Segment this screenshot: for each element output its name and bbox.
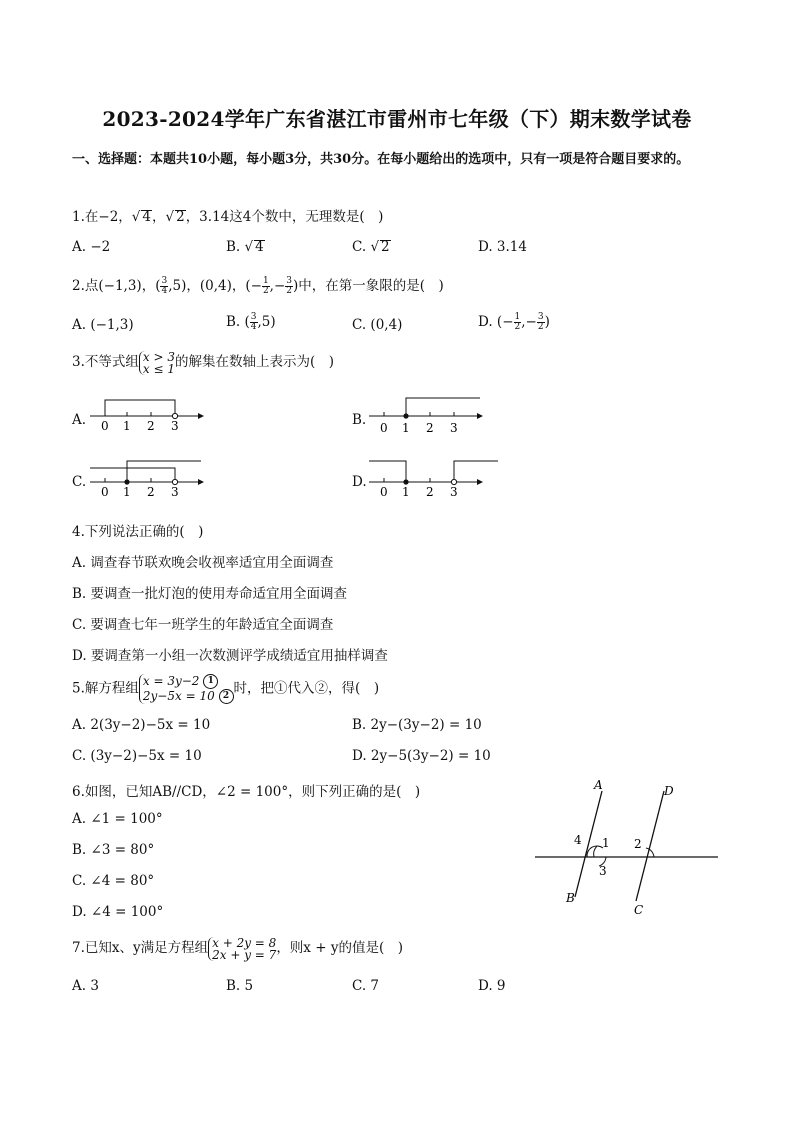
- q2-option-d-label: D. (−: [478, 314, 514, 330]
- label-c: C: [634, 903, 644, 917]
- sqrt-4: 4: [142, 209, 151, 225]
- tick-label: 2: [426, 421, 434, 435]
- fraction: $\frac{3}{2}$: [286, 276, 293, 296]
- q2-option-a[interactable]: A. (−1,3): [72, 317, 134, 333]
- question-1-stem: 1.在−2，√ 4，√ 2，3.14这4个数中，无理数是( ): [72, 209, 384, 225]
- question-3-stem: [72, 350, 334, 375]
- q3-option-c-label[interactable]: C.: [72, 474, 87, 490]
- question-7-stem: [72, 936, 403, 961]
- q3-number-line-a: [85, 392, 210, 437]
- question-2-stem: 2.点(−1,3)，( $\frac{3}{4}$ ,5)，(0,4)，(− $\frac{1}{2}$ ,− $\frac{3}{2}$ )中，在第一象限的是( ): [72, 276, 444, 296]
- tick-label: 3: [171, 485, 179, 499]
- tick-label: 2: [426, 485, 434, 499]
- q7-option-a[interactable]: A. 3: [72, 978, 99, 994]
- fraction: $\frac{3}{4}$: [161, 276, 168, 296]
- tick-label: 3: [450, 421, 458, 435]
- q2-option-b-label: B. (: [226, 314, 250, 330]
- q3-stem-part: 3.不等式组: [72, 354, 139, 370]
- page-title: 2023-2024学年广东省湛江市雷州市七年级（下）期末数学试卷: [102, 107, 692, 131]
- q7-stem-part: 7.已知x、y满足方程组: [72, 940, 209, 956]
- q3-stem-part: 的解集在数轴上表示为( ): [174, 354, 335, 370]
- q3-number-line-d: [364, 456, 504, 501]
- tick-label: 0: [380, 421, 388, 435]
- q6-option-c[interactable]: C. ∠4 = 80°: [72, 873, 155, 889]
- q1-option-b-label: B.: [226, 239, 245, 255]
- angle-2-label: 2: [634, 837, 642, 851]
- sqrt-2: 2: [176, 209, 185, 225]
- q5-option-d[interactable]: D. 2y−5(3y−2) = 10: [352, 748, 491, 764]
- fraction: $\frac{1}{2}$: [514, 312, 521, 332]
- question-5-stem: [72, 674, 379, 704]
- q4-option-b[interactable]: B. 要调查一批灯泡的使用寿命适宜用全面调查: [72, 586, 348, 602]
- tick-label: 1: [123, 485, 131, 499]
- q5-stem-part: 5.解方程组: [72, 680, 139, 697]
- tick-label: 2: [147, 419, 155, 433]
- q6-option-a[interactable]: A. ∠1 = 100°: [72, 811, 163, 827]
- q3-number-line-c: [85, 456, 210, 501]
- q1-stem-part: 1.在−2，: [72, 209, 132, 225]
- q3-option-b-label[interactable]: B.: [352, 412, 367, 428]
- angle-3-label: 3: [599, 864, 607, 878]
- q2-option-b-tail: ,5): [257, 314, 276, 330]
- label-b: B: [566, 891, 575, 905]
- q1-stem-part: ，3.14这4个数中，无理数是( ): [185, 209, 384, 225]
- q7-option-c[interactable]: C. 7: [352, 978, 380, 994]
- q2-option-c[interactable]: C. (0,4): [352, 317, 403, 333]
- fraction: $\frac{3}{4}$: [250, 312, 257, 332]
- q1-option-c-radicand: 2: [381, 239, 390, 255]
- angle-4-label: 4: [574, 833, 582, 847]
- equation-system: x + 2y = 8 2x + y = 7: [208, 937, 276, 961]
- q2-option-d-tail: ): [544, 314, 550, 330]
- circled-number: 1: [203, 674, 218, 689]
- q1-option-b-radicand: 4: [255, 239, 264, 255]
- q5-option-b[interactable]: B. 2y−(3y−2) = 10: [352, 717, 482, 733]
- q1-option-d[interactable]: D. 3.14: [478, 239, 527, 255]
- tick-label: 0: [380, 485, 388, 499]
- q2-option-d-sep: ,−: [521, 314, 537, 330]
- label-a: A: [594, 778, 603, 792]
- angle-1-label: 1: [602, 836, 610, 850]
- q1-option-b[interactable]: B. √ 4: [226, 239, 264, 255]
- q3-number-line-b: [364, 392, 489, 437]
- q5-option-c[interactable]: C. (3y−2)−5x = 10: [72, 748, 202, 764]
- q2-option-b[interactable]: [226, 313, 276, 332]
- tick-label: 2: [147, 485, 155, 499]
- q4-option-d[interactable]: D. 要调查第一小组一次数测评学成绩适宜用抽样调查: [72, 648, 388, 664]
- fraction: $\frac{1}{2}$: [262, 276, 269, 296]
- q7-stem-part: ，则x + y的值是( ): [276, 940, 403, 956]
- parallel-lines-figure: [530, 775, 730, 920]
- q7-option-d[interactable]: D. 9: [478, 978, 506, 994]
- section-heading: 一、选择题：本题共10小题，每小题3分，共30分。在每小题给出的选项中，只有一项是符合题目要求的。: [72, 152, 690, 167]
- q5-option-a[interactable]: A. 2(3y−2)−5x = 10: [72, 717, 211, 733]
- tick-label: 1: [402, 485, 410, 499]
- tick-label: 0: [101, 419, 109, 433]
- q3-option-d-label[interactable]: D.: [352, 474, 367, 490]
- fraction: $\frac{3}{2}$: [537, 312, 544, 332]
- question-6-stem: 6.如图，已知AB//CD，∠2 = 100°，则下列正确的是( ): [72, 784, 421, 800]
- tick-label: 3: [450, 485, 458, 499]
- inequality-system: x > 3 x ≤ 1: [139, 351, 175, 375]
- q7-option-b[interactable]: B. 5: [226, 978, 254, 994]
- q6-option-b[interactable]: B. ∠3 = 80°: [72, 842, 155, 858]
- q6-option-d[interactable]: D. ∠4 = 100°: [72, 904, 164, 920]
- question-4-stem: 4.下列说法正确的( ): [72, 524, 204, 540]
- q1-option-a[interactable]: A. −2: [72, 239, 111, 255]
- tick-label: 1: [123, 419, 131, 433]
- q1-option-c-label: C.: [352, 239, 371, 255]
- q4-option-a[interactable]: A. 调查春节联欢晚会收视率适宜用全面调查: [72, 555, 334, 571]
- circled-number: 2: [219, 689, 234, 704]
- tick-label: 3: [171, 419, 179, 433]
- q1-option-c[interactable]: C. √ 2: [352, 239, 390, 255]
- q5-stem-part: 时，把①代入②，得( ): [233, 680, 380, 697]
- label-d: D: [664, 784, 674, 798]
- q2-option-d[interactable]: [478, 313, 550, 332]
- q3-option-a-label[interactable]: A.: [72, 412, 87, 428]
- q4-option-c[interactable]: C. 要调查七年一班学生的年龄适宜全面调查: [72, 617, 334, 633]
- tick-label: 1: [402, 421, 410, 435]
- equation-system: x = 3y−2 1 2y−5x = 10 2: [139, 674, 234, 704]
- tick-label: 0: [101, 485, 109, 499]
